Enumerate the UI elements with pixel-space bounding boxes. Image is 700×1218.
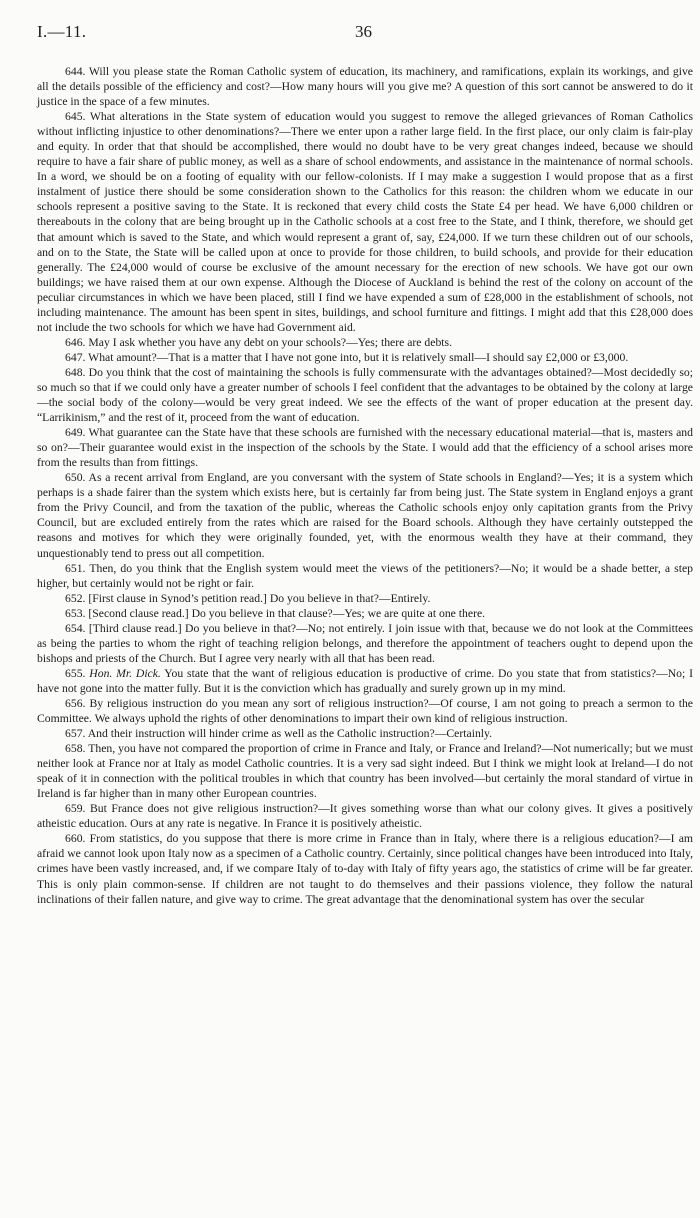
paragraph-q649: 649. What guarantee can the State have that these schools are furnished with the necessary educational material—that is, masters and so on?—Their guarantee would exist in the inspection of the schools by the State. I would add that the efficiency of a school arises more from the results than from fittings. — [37, 426, 693, 470]
page-header — [37, 22, 670, 48]
paragraph-q657: 657. And their instruction will hinder crime as well as the Catholic instruction?—Certainly. — [65, 727, 493, 741]
paragraph-q656: 656. By religious instruction do you mean any sort of religious instruction?—Of course, I am not going to preach a sermon to the Committee. We always uphold the rights of other denominations to impart their own kind of religious instruction. — [37, 696, 693, 726]
paragraph-q654: 654. [Third clause read.] Do you believe in that?—No; not entirely. I join issue with that, because we do not look at the Committees as being the parties to whom the right of teaching religion belongs, and therefore the appointment of teachers ought to depend upon the bishops and priests of the Church. But I agree very nearly with all that has been read. — [37, 621, 693, 665]
paragraph-q652: 652. [First clause in Synod’s petition read.] Do you believe in that?—Entirely. — [65, 591, 431, 605]
paragraph-q647: 647. What amount?—That is a matter that I have not gone into, but it is relatively small—I should say £2,000 or £3,000. — [65, 350, 629, 364]
evidence-text — [37, 64, 693, 907]
paragraph-q645: 645. What alterations in the State system of education would you suggest to remove the alleged grievances of Roman Catholics without inflicting injustice to other denominations?—There we enter upon a rather large field. In the first place, our only claim is fair-play and equity. In order that that should be accomplished, there would no doubt have to be very great changes indeed, because we should require to have a fair share of public money, as well as a share of school endowments, and assistance in the maintenance of normal schools. In a word, we should be on a footing of equality with our fellow-colonists. If I may make a suggestion I would propose that as a first instalment of justice there should be some consideration shown to the Catholics for this reason: the children whom we educate in our schools represent a positive saving to the State. It is reckoned that every child costs the State £4 per head. We have 6,000 children or thereabouts in the colony that are being brought up in the Catholic schools at a cost free to the State, and I think, therefore, we should get that amount which is saved to the State, and which would represent a grant of, say, £24,000. If we turn these children out of our schools, and on to the State, the State will be called upon at once to provide for those children, to build schools, and provide for their education generally. The £24,000 would of course be exclusive of the amount necessary for the erection of new schools. We have got our own buildings; we have raised them at our own expense. Although the Diocese of Auckland is behind the rest of the colony on account of the peculiar circumstances in which we have been placed, still I find we have expended a sum of £28,000 in the establishment of schools, not including maintenance. The amount has been spent in sites, buildings, and school furniture and fittings. I might add that this £28,000 does not include the two schools for which we have had Government aid. — [37, 110, 693, 334]
paragraph-q653: 653. [Second clause read.] Do you believe in that clause?—Yes; we are quite at one there. — [65, 606, 486, 620]
paragraph-text: You state that the want of religious education is productive of crime. Do you state that from statistics?—No; I have not gone into the matter fully. But it is the conviction which has gradually and surely grown up in my mind. — [37, 666, 693, 695]
paragraph-q644: 644. Will you please state the Roman Catholic system of education, its machinery, and ramifications, explain its workings, and give all the details possible of the efficiency and cost?—How many hours will you give me? A question of this sort cannot be answered to do it justice in the space of a few minutes. — [37, 65, 693, 109]
paragraph-q659: 659. But France does not give religious instruction?—It gives something worse than what our colony gives. It gives a positively atheistic education. Ours at any rate is negative. In France it is positively atheistic. — [37, 802, 693, 831]
paragraph-q651: 651. Then, do you think that the English system would meet the views of the petitioners?—No; it would be a shade better, a step higher, but certainly would not be right or fair. — [37, 561, 693, 590]
speaker-name: Hon. Mr. Dick. — [89, 666, 161, 680]
paragraph-q648: 648. Do you think that the cost of maintaining the schools is fully commensurate with the advantages obtained?—Most decidedly so; so much so that if we could only have a greater number of schools I feel confident that the advantages to be obtained by the colony at large—the social body of the colony—would be very great indeed. We see the effects of the want of proper education at the present day. “Larrikinism,” and the rest of it, proceed from the want of education. — [37, 365, 693, 425]
paragraph-q658: 658. Then, you have not compared the proportion of crime in France and Italy, or France and Ireland?—Not numerically; but we must neither look at France nor at Italy as model Catholic countries. It is a very sad sight indeed. But I think we might look at Ireland—I do not speak of it in connection with the political troubles in which that country has been involved—but certainly the moral standard of virtue in Ireland is far higher than in many other European countries. — [37, 742, 693, 801]
paragraph-q660: 660. From statistics, do you suppose that there is more crime in France than in Italy, where there is a religious education?—I am afraid we cannot look upon Italy now as a specimen of a Catholic country. Certainly, since political changes have been introduced into Italy, crimes have been vastly increased, and, if we compare Italy of to-day with Italy of fifty years ago, the statistics of crime will be far greater. This is only plain common-sense. If children are not taught to do themselves and their passions violence, they follow the natural inclinations of their fallen nature, and give way to crime. The great advantage that the denominational system has over the secular — [37, 832, 693, 906]
document-reference: I.—11. — [37, 22, 87, 41]
paragraph-q650: 650. As a recent arrival from England, are you conversant with the system of State schools in England?—Yes; it is a system which perhaps is a shade fairer than the system which exists here, but is certainly far from being just. The State system in England enjoys a grant from the Privy Council, and from the taxation of the public, whereas the Catholic schools enjoy only capitation grants from the Privy Council, but are excluded entirely from the rates which are raised for the Board schools. Although they have certainly outstepped the reasons and motives for which they were originally founded, yet, with the enormous wealth they have at their command, they unquestionably tend to press out all competition. — [37, 471, 693, 560]
paragraph-q655 — [37, 666, 693, 696]
page-number: 36 — [355, 22, 372, 41]
question-number: 655. — [65, 666, 86, 680]
paragraph-q646: 646. May I ask whether you have any debt on your schools?—Yes; there are debts. — [65, 335, 453, 349]
